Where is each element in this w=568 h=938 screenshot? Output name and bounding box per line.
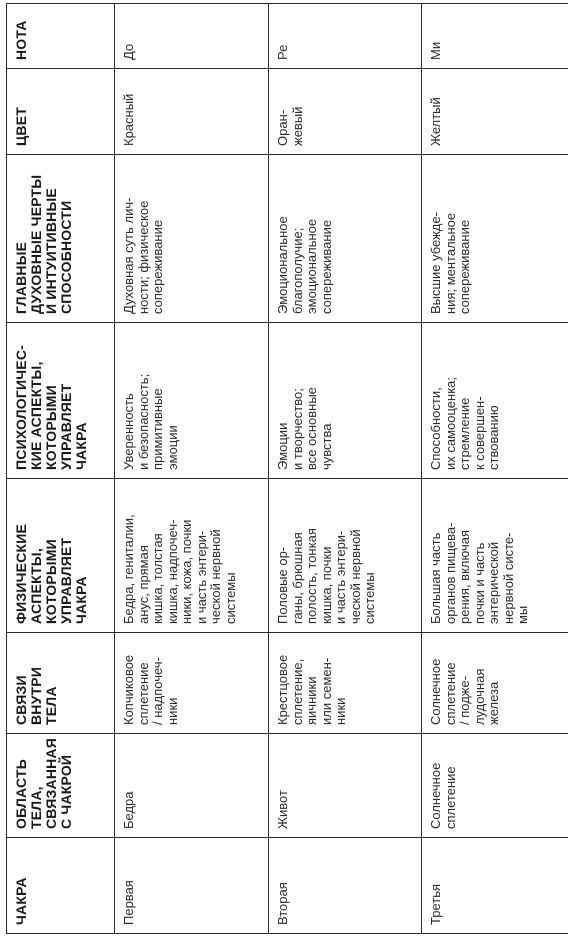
- cell-spiritual-traits: Эмоциональное благополучие; эмоциональное сопереживание: [269, 155, 422, 323]
- cell-note: Ми: [422, 4, 568, 69]
- header-color: ЦВЕТ: [7, 69, 115, 155]
- cell-internal-connections: Солнечное сплетение / поджe- лудочная железа: [422, 633, 568, 734]
- cell-physical-aspects: Бедра, гениталии, анус, прямая кишка, толстая кишка, надпочеч- ники, кожа, почки и часть энтери- ческой нервной системы: [115, 479, 269, 633]
- header-spiritual-traits: ГЛАВНЫЕ ДУХОВНЫЕ ЧЕРТЫ И ИНТУИТИВНЫЕ СПОСОБНОСТИ: [7, 155, 115, 323]
- header-physical-aspects: ФИЗИЧЕСКИЕ АСПЕКТЫ, КОТОРЫМИ УПРАВЛЯЕТ ЧАКРА: [7, 479, 115, 633]
- header-chakra: ЧАКРА: [7, 838, 115, 934]
- header-body-area: ОБЛАСТЬ ТЕЛА, СВЯЗАННАЯ С ЧАКРОЙ: [7, 734, 115, 838]
- header-internal-connections: СВЯЗИ ВНУТРИ ТЕЛА: [7, 633, 115, 734]
- table-row: [422, 4, 568, 934]
- cell-color: Красный: [115, 69, 269, 155]
- cell-psychological-aspects: Уверенность и безопасность; примитивные эмоции: [115, 323, 269, 479]
- cell-chakra: Первая: [115, 838, 269, 934]
- cell-internal-connections: Копчиковое сплетение / надпочеч- ники: [115, 633, 269, 734]
- cell-color: Оран- жевый: [269, 69, 422, 155]
- cell-body-area: Бедра: [115, 734, 269, 838]
- table-row: [115, 4, 269, 934]
- cell-internal-connections: Крестцовое сплетение, яичники или семен- ники: [269, 633, 422, 734]
- cell-spiritual-traits: Высшие убежде- ния; ментальное сопереживание: [422, 155, 568, 323]
- cell-physical-aspects: Половые ор- ганы, брюшная полость, тонкая кишка, почки и часть энтери- ческой нервной системы: [269, 479, 422, 633]
- cell-body-area: Солнечное сплетение: [422, 734, 568, 838]
- cell-spiritual-traits: Духовная суть лич- ности; физическое сопереживание: [115, 155, 269, 323]
- header-psychological-aspects: ПСИХОЛОГИЧЕС- КИЕ АСПЕКТЫ, КОТОРЫМИ УПРАВЛЯЕТ ЧАКРА: [7, 323, 115, 479]
- cell-color: Желтый: [422, 69, 568, 155]
- cell-note: Ре: [269, 4, 422, 69]
- cell-chakra: Третья: [422, 838, 568, 934]
- cell-note: До: [115, 4, 269, 69]
- cell-chakra: Вторая: [269, 838, 422, 934]
- chakra-table: [6, 3, 568, 934]
- cell-psychological-aspects: Эмоции и творчество; все основные чувства: [269, 323, 422, 479]
- header-note: НОТА: [7, 4, 115, 69]
- cell-body-area: Живот: [269, 734, 422, 838]
- table-row: [269, 4, 422, 934]
- cell-psychological-aspects: Способности, их самооценка; стремление к совершен- ствованию: [422, 323, 568, 479]
- header-row: [7, 4, 115, 934]
- cell-physical-aspects: Большая часть органов пищева- рения, включая почки и часть энтерической нервной систе- мы: [422, 479, 568, 633]
